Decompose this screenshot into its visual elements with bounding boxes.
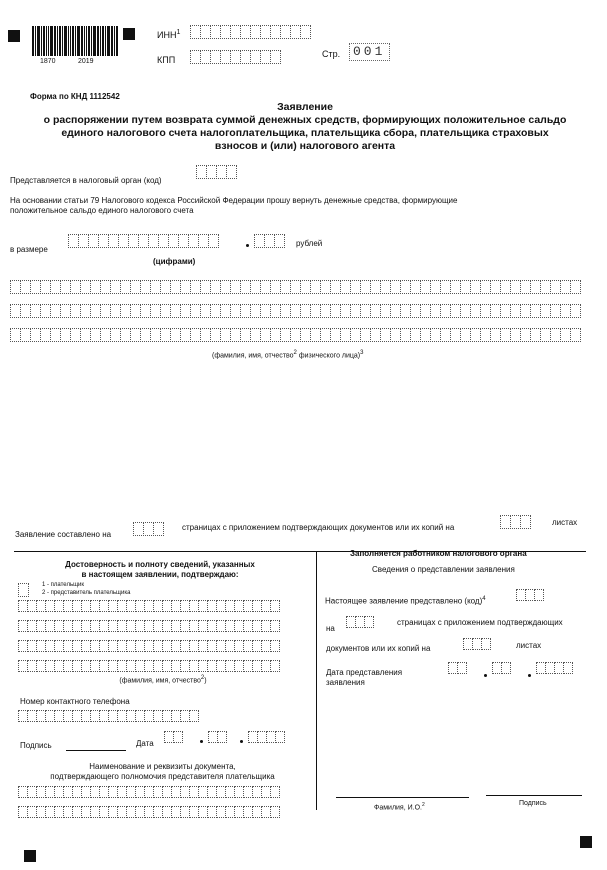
officer-sheets-label: листах xyxy=(516,641,542,650)
payer-type-options: 1 - плательщик 2 - представитель плательщика xyxy=(42,582,131,596)
fio-row-3[interactable] xyxy=(10,328,580,342)
phone-field[interactable] xyxy=(18,710,198,722)
barcode-number-left: 1870 xyxy=(40,58,56,65)
submitted-label: Настоящее заявление представлено (код)$^4$ xyxy=(325,596,486,606)
kpp-field[interactable] xyxy=(190,50,280,64)
page-label: Стр. xyxy=(322,49,341,59)
signature-line[interactable] xyxy=(66,750,126,751)
left-fio-row-2[interactable] xyxy=(18,620,279,632)
tax-authority-label: Представляется в налоговый орган (код) xyxy=(10,176,162,185)
officer-sign-caption: Подпись xyxy=(519,800,547,807)
left-fio-row-4[interactable] xyxy=(18,660,279,672)
officer-date-label: Дата представления заявления xyxy=(326,668,403,687)
authority-doc-heading: Наименование и реквизиты документа, подтверждающего полномочия представителя плательщика xyxy=(50,762,275,781)
officer-date-day-field[interactable] xyxy=(448,662,466,674)
fio-row-1[interactable] xyxy=(10,280,580,294)
page-number: 001 xyxy=(349,43,390,61)
officer-date-month-field[interactable] xyxy=(492,662,510,674)
officer-date-dot xyxy=(484,674,487,677)
corner-marker xyxy=(580,836,592,848)
pages-count-field[interactable] xyxy=(133,522,163,536)
officer-name-line[interactable] xyxy=(336,797,469,798)
phone-label: Номер контактного телефона xyxy=(20,697,130,706)
submission-code-field[interactable] xyxy=(516,589,543,601)
fio-row-2[interactable] xyxy=(10,304,580,318)
amount-label: в размере xyxy=(10,245,48,254)
left-fio-caption: (фамилия, имя, отчество$^2$) xyxy=(119,675,207,685)
pages-label-c: листах xyxy=(552,518,578,527)
pages-label-b: страницах с приложением подтверждающих документов или их копий на xyxy=(182,523,455,532)
kpp-label: КПП xyxy=(157,55,176,65)
amount-kopecks-field[interactable] xyxy=(254,234,284,248)
officer-date-year-field[interactable] xyxy=(536,662,572,674)
decimal-dot xyxy=(246,244,249,247)
date-label: Дата xyxy=(136,739,154,748)
officer-pages-field[interactable] xyxy=(346,616,373,628)
form-code: Форма по КНД 1112542 xyxy=(30,92,120,101)
vertical-divider xyxy=(316,552,317,810)
left-fio-row-1[interactable] xyxy=(18,600,279,612)
tax-authority-code-field[interactable] xyxy=(196,165,236,179)
basis-text: На основании статьи 79 Налогового кодекса Российской Федерации прошу вернуть денежные средства, формирующие положительное сальдо единого налогового счета xyxy=(10,196,458,215)
officer-heading: Заполняется работником налогового органа xyxy=(350,549,527,558)
payer-type-field[interactable] xyxy=(18,583,28,597)
date-dot xyxy=(200,740,203,743)
barcode-number-right: 2019 xyxy=(78,58,94,65)
authority-doc-row-1[interactable] xyxy=(18,786,279,798)
date-dot xyxy=(240,740,243,743)
corner-marker xyxy=(123,28,135,40)
officer-name-caption: Фамилия, И.О.$^2$ xyxy=(374,802,425,812)
fio-caption: (фамилия, имя, отчество$^2$ физического лица)$^3$ xyxy=(212,350,364,360)
officer-sheets-field[interactable] xyxy=(463,638,490,650)
corner-marker xyxy=(8,30,20,42)
date-year-field[interactable] xyxy=(248,731,284,743)
pages-label-a: Заявление составлено на xyxy=(15,530,112,539)
date-month-field[interactable] xyxy=(208,731,226,743)
officer-docs-text: документов или их копий на xyxy=(326,644,431,653)
sign-label: Подпись xyxy=(20,741,52,750)
left-fio-row-3[interactable] xyxy=(18,640,279,652)
inn-label: ИНН$^1$ xyxy=(157,29,181,40)
officer-signature-line[interactable] xyxy=(486,795,582,796)
authority-doc-row-2[interactable] xyxy=(18,806,279,818)
sheets-count-field[interactable] xyxy=(500,515,530,529)
officer-date-dot xyxy=(528,674,531,677)
date-day-field[interactable] xyxy=(164,731,182,743)
currency-label: рублей xyxy=(296,239,323,248)
page-title: Заявление о распоряжении путем возврата суммой денежных средств, формирующих положительное сальдо единого налогового счета налогоплательщика, плательщика сбора, плательщика страховых взносов и (или) налогового агента xyxy=(43,101,567,152)
corner-marker xyxy=(24,850,36,862)
inn-field[interactable] xyxy=(190,25,310,39)
digits-caption: (цифрами) xyxy=(153,257,196,266)
barcode xyxy=(32,26,119,56)
amount-rubles-field[interactable] xyxy=(68,234,218,248)
confirmation-heading: Достоверность и полноту сведений, указанных в настоящем заявлении, подтверждаю: xyxy=(65,560,255,579)
on-label: на xyxy=(326,624,335,633)
officer-subheading: Сведения о представлении заявления xyxy=(372,565,515,574)
officer-pages-text: страницах с приложением подтверждающих xyxy=(397,618,563,627)
